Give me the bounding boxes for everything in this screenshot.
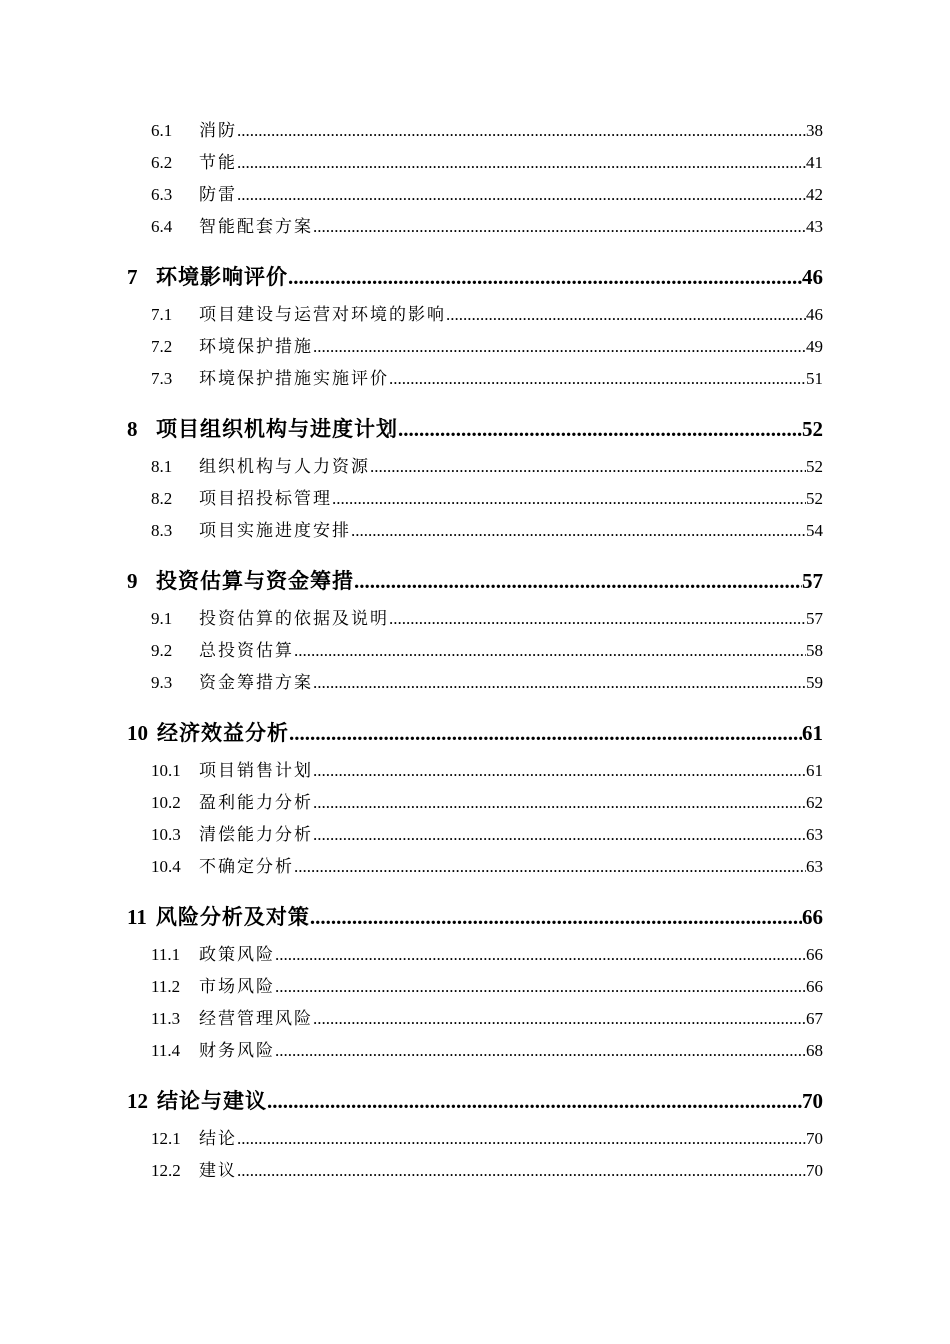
toc-entry-page-number: 54	[806, 521, 823, 540]
toc-entry-title: 防雷	[199, 185, 237, 204]
toc-entry-title: 项目招投标管理	[199, 489, 332, 508]
toc-entry-page-number: 68	[806, 1041, 823, 1060]
toc-entry-page-number: 66	[806, 977, 823, 996]
toc-dot-leader	[289, 719, 802, 747]
toc-section-entry[interactable]	[151, 759, 823, 783]
toc-entry-number: 9.1	[151, 609, 173, 628]
toc-entry-page-number: 61	[806, 761, 823, 780]
toc-chapter-entry[interactable]	[127, 415, 823, 443]
toc-entry-number: 6.1	[151, 121, 173, 140]
toc-entry-title: 风险分析及对策	[155, 905, 310, 929]
toc-entry-number: 9	[127, 569, 138, 593]
toc-chapter-entry[interactable]	[127, 1087, 823, 1115]
toc-entry-title: 消防	[199, 121, 237, 140]
toc-section-entry[interactable]	[151, 487, 823, 511]
toc-dot-leader	[351, 519, 806, 543]
toc-dot-leader	[237, 151, 806, 175]
toc-section-entry[interactable]	[151, 367, 823, 391]
toc-entry-number: 12.1	[151, 1129, 181, 1148]
toc-entry-page-number: 67	[806, 1009, 823, 1028]
toc-dot-leader	[275, 975, 806, 999]
toc-entry-number: 11	[127, 905, 147, 929]
toc-entry-page-number: 66	[806, 945, 823, 964]
toc-entry-title: 投资估算与资金筹措	[156, 569, 354, 593]
toc-entry-title: 总投资估算	[199, 641, 294, 660]
toc-entry-title: 资金筹措方案	[199, 673, 313, 692]
toc-section-entry[interactable]	[151, 1127, 823, 1151]
toc-entry-page-number: 46	[802, 265, 823, 289]
toc-dot-leader	[313, 671, 806, 695]
toc-dot-leader	[313, 759, 806, 783]
toc-entry-number: 6.4	[151, 217, 173, 236]
toc-entry-title: 结论与建议	[157, 1089, 267, 1113]
toc-entry-title: 环境影响评价	[156, 265, 288, 289]
toc-dot-leader	[313, 791, 806, 815]
toc-entry-number: 6.3	[151, 185, 173, 204]
toc-entry-title: 节能	[199, 153, 237, 172]
toc-section-entry[interactable]	[151, 303, 823, 327]
toc-section-entry[interactable]	[151, 607, 823, 631]
toc-entry-page-number: 62	[806, 793, 823, 812]
toc-entry-title: 项目建设与运营对环境的影响	[199, 305, 446, 324]
toc-section-entry[interactable]	[151, 183, 823, 207]
toc-entry-title: 政策风险	[199, 945, 275, 964]
toc-entry-number: 11.1	[151, 945, 181, 964]
toc-entry-title: 组织机构与人力资源	[199, 457, 370, 476]
toc-entry-number: 7.3	[151, 369, 173, 388]
toc-entry-page-number: 49	[806, 337, 823, 356]
toc-entry-title: 建议	[199, 1161, 237, 1180]
toc-entry-page-number: 57	[802, 569, 823, 593]
toc-entry-title: 环境保护措施	[199, 337, 313, 356]
toc-entry-number: 7.2	[151, 337, 173, 356]
toc-entry-page-number: 57	[806, 609, 823, 628]
toc-entry-number: 8	[127, 417, 138, 441]
toc-entry-title: 清偿能力分析	[199, 825, 313, 844]
toc-dot-leader	[275, 943, 806, 967]
toc-entry-title: 财务风险	[199, 1041, 275, 1060]
toc-dot-leader	[294, 855, 806, 879]
toc-chapter-entry[interactable]	[127, 263, 823, 291]
toc-dot-leader	[370, 455, 806, 479]
toc-section-entry[interactable]	[151, 119, 823, 143]
toc-entry-number: 12.2	[151, 1161, 181, 1180]
toc-entry-page-number: 38	[806, 121, 823, 140]
toc-entry-title: 项目销售计划	[199, 761, 313, 780]
toc-section-entry[interactable]	[151, 1007, 823, 1031]
toc-entry-title: 项目组织机构与进度计划	[156, 417, 398, 441]
toc-dot-leader	[237, 1159, 806, 1183]
toc-entry-title: 经济效益分析	[157, 721, 289, 745]
toc-entry-number: 10.1	[151, 761, 181, 780]
toc-dot-leader	[288, 263, 802, 291]
toc-entry-page-number: 43	[806, 217, 823, 236]
toc-entry-number: 12	[127, 1089, 148, 1113]
toc-entry-number: 9.3	[151, 673, 173, 692]
toc-entry-page-number: 61	[802, 721, 823, 745]
toc-entry-title: 不确定分析	[199, 857, 294, 876]
toc-section-entry[interactable]	[151, 1159, 823, 1183]
toc-dot-leader	[267, 1087, 802, 1115]
toc-entry-number: 9.2	[151, 641, 173, 660]
toc-entry-number: 11.4	[151, 1041, 181, 1060]
toc-chapter-entry[interactable]	[127, 567, 823, 595]
toc-entry-number: 10.4	[151, 857, 181, 876]
toc-entry-title: 结论	[199, 1129, 237, 1148]
toc-entry-page-number: 58	[806, 641, 823, 660]
toc-dot-leader	[310, 903, 802, 931]
toc-section-entry[interactable]	[151, 519, 823, 543]
toc-entry-page-number: 42	[806, 185, 823, 204]
toc-entry-page-number: 66	[802, 905, 823, 929]
toc-entry-number: 10	[127, 721, 148, 745]
toc-section-entry[interactable]	[151, 791, 823, 815]
toc-chapter-entry[interactable]	[127, 903, 823, 931]
toc-dot-leader	[313, 335, 806, 359]
toc-entry-title: 投资估算的依据及说明	[199, 609, 389, 628]
toc-entry-number: 8.2	[151, 489, 173, 508]
toc-entry-number: 7	[127, 265, 138, 289]
toc-section-entry[interactable]	[151, 1039, 823, 1063]
toc-entry-page-number: 46	[806, 305, 823, 324]
toc-dot-leader	[389, 367, 806, 391]
toc-entry-page-number: 52	[806, 489, 823, 508]
toc-dot-leader	[313, 215, 806, 239]
toc-dot-leader	[398, 415, 802, 443]
toc-section-entry[interactable]	[151, 975, 823, 999]
toc-entry-page-number: 52	[802, 417, 823, 441]
toc-dot-leader	[275, 1039, 806, 1063]
toc-entry-page-number: 63	[806, 825, 823, 844]
toc-dot-leader	[313, 823, 806, 847]
toc-section-entry[interactable]	[151, 151, 823, 175]
toc-dot-leader	[446, 303, 806, 327]
toc-entry-title: 市场风险	[199, 977, 275, 996]
toc-dot-leader	[389, 607, 806, 631]
toc-section-entry[interactable]	[151, 215, 823, 239]
toc-entry-number: 7.1	[151, 305, 173, 324]
toc-section-entry[interactable]	[151, 855, 823, 879]
toc-dot-leader	[237, 119, 806, 143]
toc-entry-number: 10.3	[151, 825, 181, 844]
toc-section-entry[interactable]	[151, 671, 823, 695]
toc-dot-leader	[313, 1007, 806, 1031]
toc-entry-number: 10.2	[151, 793, 181, 812]
toc-entry-page-number: 52	[806, 457, 823, 476]
toc-entry-title: 智能配套方案	[199, 217, 313, 236]
toc-entry-number: 11.2	[151, 977, 181, 996]
toc-entry-page-number: 70	[806, 1161, 823, 1180]
toc-section-entry[interactable]	[151, 823, 823, 847]
toc-entry-number: 8.3	[151, 521, 173, 540]
toc-dot-leader	[332, 487, 806, 511]
toc-entry-page-number: 41	[806, 153, 823, 172]
toc-entry-title: 环境保护措施实施评价	[199, 369, 389, 388]
toc-dot-leader	[294, 639, 806, 663]
toc-entry-title: 项目实施进度安排	[199, 521, 351, 540]
toc-entry-page-number: 63	[806, 857, 823, 876]
toc-entry-page-number: 70	[802, 1089, 823, 1113]
toc-entry-title: 经营管理风险	[199, 1009, 313, 1028]
toc-section-entry[interactable]	[151, 639, 823, 663]
toc-chapter-entry[interactable]	[127, 719, 823, 747]
toc-section-entry[interactable]	[151, 943, 823, 967]
toc-entry-number: 6.2	[151, 153, 173, 172]
toc-entry-title: 盈利能力分析	[199, 793, 313, 812]
toc-entry-number: 11.3	[151, 1009, 181, 1028]
toc-dot-leader	[354, 567, 802, 595]
toc-entry-page-number: 51	[806, 369, 823, 388]
toc-entry-number: 8.1	[151, 457, 173, 476]
toc-entry-page-number: 70	[806, 1129, 823, 1148]
toc-entry-page-number: 59	[806, 673, 823, 692]
toc-section-entry[interactable]	[151, 335, 823, 359]
toc-section-entry[interactable]	[151, 455, 823, 479]
toc-dot-leader	[237, 183, 806, 207]
toc-dot-leader	[237, 1127, 806, 1151]
